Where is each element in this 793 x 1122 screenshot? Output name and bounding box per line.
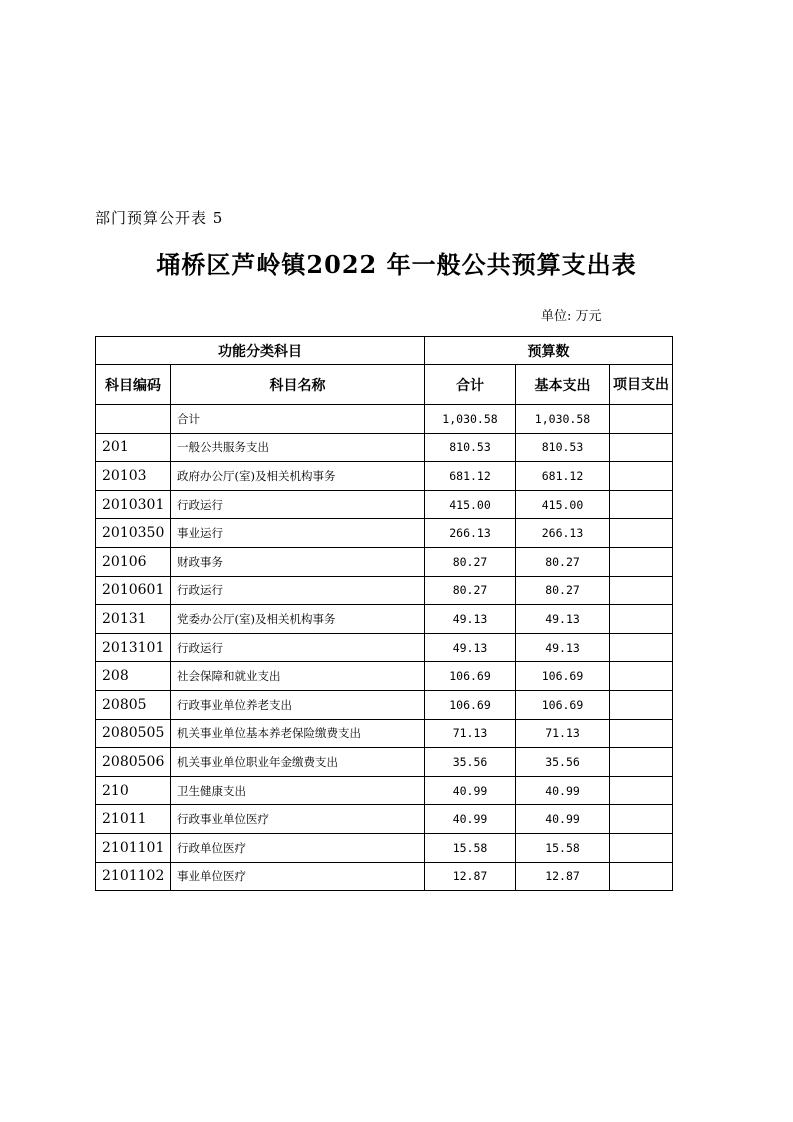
code-column-header: 科目编码 [96,365,171,405]
subject-name-cell: 一般公共服务支出 [171,433,425,462]
subject-code-cell: 2080506 [96,748,171,777]
column-header-row [96,365,673,405]
subject-code-cell: 20131 [96,605,171,634]
basic-expenditure-cell: 35.56 [516,748,610,777]
project-expenditure-cell [610,490,673,519]
table-row [96,805,673,834]
project-expenditure-cell [610,805,673,834]
subject-name-cell: 行政单位医疗 [171,833,425,862]
total-amount-cell: 12.87 [425,862,516,891]
subject-name-cell: 事业运行 [171,519,425,548]
table-row [96,462,673,491]
basic-expenditure-cell: 1,030.58 [516,405,610,434]
subject-code-cell: 210 [96,776,171,805]
table-row [96,690,673,719]
project-expenditure-cell [610,433,673,462]
project-expenditure-cell [610,748,673,777]
subject-code-cell: 2101102 [96,862,171,891]
budget-amount-header: 预算数 [425,337,673,365]
subject-name-cell: 社会保障和就业支出 [171,662,425,691]
subject-name-cell: 行政运行 [171,490,425,519]
project-expenditure-cell [610,576,673,605]
basic-expenditure-cell: 810.53 [516,433,610,462]
basic-expenditure-cell: 80.27 [516,576,610,605]
table-row [96,719,673,748]
basic-expenditure-cell: 681.12 [516,462,610,491]
total-amount-cell: 71.13 [425,719,516,748]
basic-expenditure-cell: 106.69 [516,662,610,691]
total-amount-cell: 49.13 [425,605,516,634]
subject-name-cell: 卫生健康支出 [171,776,425,805]
total-column-header: 合计 [425,365,516,405]
basic-expenditure-cell: 415.00 [516,490,610,519]
project-expenditure-cell [610,405,673,434]
project-expenditure-cell [610,862,673,891]
subject-code-cell: 20103 [96,462,171,491]
total-amount-cell: 80.27 [425,576,516,605]
table-row [96,576,673,605]
table-row [96,405,673,434]
basic-expenditure-cell: 12.87 [516,862,610,891]
subject-code-cell: 2080505 [96,719,171,748]
subject-code-cell: 2010301 [96,490,171,519]
basic-expenditure-cell: 40.99 [516,776,610,805]
subject-code-cell: 20805 [96,690,171,719]
subject-code-cell: 201 [96,433,171,462]
table-row [96,833,673,862]
project-expenditure-column-header: 项目支出 [610,365,673,405]
total-amount-cell: 80.27 [425,547,516,576]
basic-expenditure-cell: 80.27 [516,547,610,576]
document-title: 埇桥区芦岭镇2022 年一般公共预算支出表 [156,250,637,279]
budget-expenditure-table [95,336,673,891]
functional-classification-header: 功能分类科目 [96,337,425,365]
subject-name-cell: 事业单位医疗 [171,862,425,891]
total-amount-cell: 106.69 [425,662,516,691]
table-row [96,776,673,805]
total-amount-cell: 681.12 [425,462,516,491]
table-row [96,605,673,634]
table-row [96,490,673,519]
table-row [96,547,673,576]
subject-name-cell: 政府办公厅(室)及相关机构事务 [171,462,425,491]
total-amount-cell: 35.56 [425,748,516,777]
basic-expenditure-column-header: 基本支出 [516,365,610,405]
total-amount-cell: 266.13 [425,519,516,548]
subject-name-cell: 机关事业单位基本养老保险缴费支出 [171,719,425,748]
total-amount-cell: 810.53 [425,433,516,462]
subject-code-cell: 2013101 [96,633,171,662]
table-row [96,748,673,777]
table-body [96,405,673,891]
subject-code-cell: 20106 [96,547,171,576]
project-expenditure-cell [610,633,673,662]
project-expenditure-cell [610,605,673,634]
subject-name-cell: 行政事业单位养老支出 [171,690,425,719]
subject-code-cell: 208 [96,662,171,691]
project-expenditure-cell [610,833,673,862]
subject-name-cell: 行政运行 [171,576,425,605]
subject-name-cell: 合计 [171,405,425,434]
basic-expenditure-cell: 49.13 [516,633,610,662]
total-amount-cell: 415.00 [425,490,516,519]
project-expenditure-cell [610,690,673,719]
project-expenditure-cell [610,662,673,691]
total-amount-cell: 40.99 [425,776,516,805]
project-expenditure-cell [610,462,673,491]
project-expenditure-cell [610,547,673,576]
total-amount-cell: 106.69 [425,690,516,719]
project-expenditure-cell [610,519,673,548]
total-amount-cell: 15.58 [425,833,516,862]
group-header-row [96,337,673,365]
basic-expenditure-cell: 40.99 [516,805,610,834]
subject-code-cell: 2101101 [96,833,171,862]
project-expenditure-cell [610,776,673,805]
name-column-header: 科目名称 [171,365,425,405]
subject-name-cell: 行政事业单位医疗 [171,805,425,834]
table-row [96,519,673,548]
unit-label: 单位: 万元 [541,309,602,324]
table-row [96,633,673,662]
form-label: 部门预算公开表 5 [95,209,224,227]
basic-expenditure-cell: 15.58 [516,833,610,862]
total-amount-cell: 40.99 [425,805,516,834]
subject-name-cell: 财政事务 [171,547,425,576]
subject-code-cell [96,405,171,434]
basic-expenditure-cell: 266.13 [516,519,610,548]
subject-name-cell: 党委办公厅(室)及相关机构事务 [171,605,425,634]
subject-name-cell: 机关事业单位职业年金缴费支出 [171,748,425,777]
subject-code-cell: 2010350 [96,519,171,548]
total-amount-cell: 1,030.58 [425,405,516,434]
basic-expenditure-cell: 71.13 [516,719,610,748]
total-amount-cell: 49.13 [425,633,516,662]
project-expenditure-cell [610,719,673,748]
table-row [96,433,673,462]
table-row [96,662,673,691]
table-row [96,862,673,891]
subject-code-cell: 2010601 [96,576,171,605]
basic-expenditure-cell: 106.69 [516,690,610,719]
basic-expenditure-cell: 49.13 [516,605,610,634]
subject-name-cell: 行政运行 [171,633,425,662]
subject-code-cell: 21011 [96,805,171,834]
